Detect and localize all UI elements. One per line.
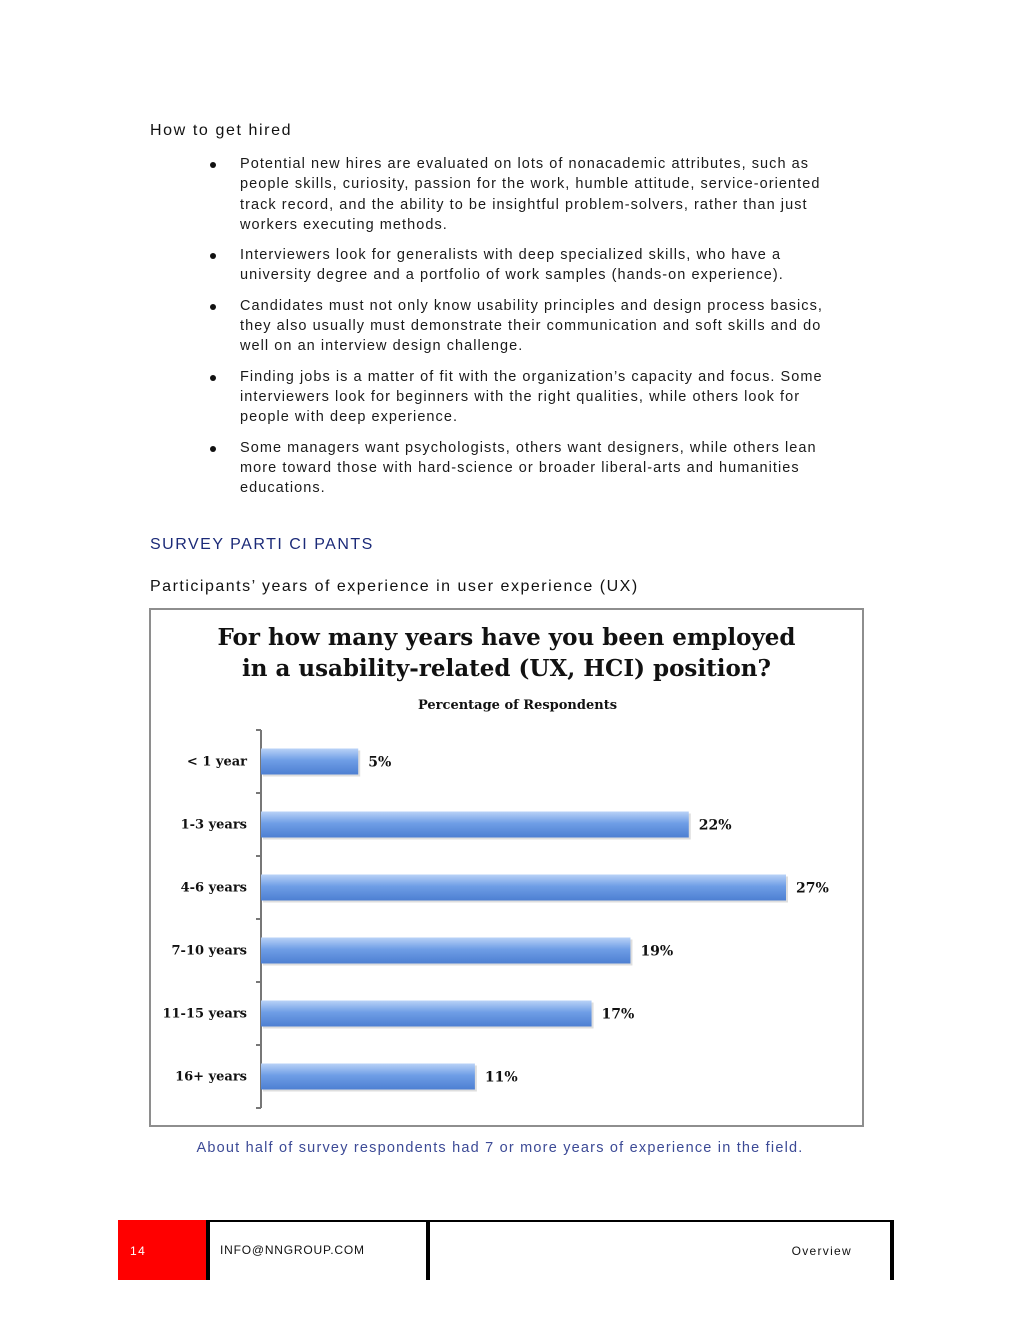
category-label: 16+ years bbox=[175, 1069, 247, 1085]
bullet-text: Some managers want psychologists, others want designers, while others lean more toward those with hard-science or broader liberal-arts and humanities educations. bbox=[240, 439, 817, 497]
bar bbox=[261, 875, 786, 901]
bullet-dot-icon bbox=[210, 375, 216, 381]
bullet-item bbox=[210, 245, 840, 286]
value-label: 19% bbox=[640, 943, 674, 960]
category-label: 11-15 years bbox=[162, 1006, 247, 1022]
footer-section-name: Overview bbox=[791, 1244, 852, 1258]
bullet-text: Candidates must not only know usability principles and design process basics, they also usually must demonstrate their communication and soft skills and do well on an interview design challenge. bbox=[240, 297, 823, 355]
bullet-item bbox=[210, 154, 840, 235]
value-label: 22% bbox=[698, 817, 732, 834]
page-number: 14 bbox=[130, 1244, 147, 1258]
bar bbox=[261, 1001, 592, 1027]
bar bbox=[261, 812, 689, 838]
category-label: 1-3 years bbox=[180, 817, 247, 833]
bar bbox=[261, 749, 358, 775]
chart-subtitle: Percentage of Respondents bbox=[417, 698, 618, 713]
bullet-dot-icon bbox=[210, 253, 216, 259]
footer-divider bbox=[890, 1220, 894, 1280]
value-label: 27% bbox=[796, 880, 829, 897]
footer-divider bbox=[426, 1220, 430, 1280]
bar-chart bbox=[151, 610, 862, 1125]
bullet-text: Potential new hires are evaluated on lots of nonacademic attributes, such as people skills, curiosity, passion for the work, humble attitude, service-oriented track record, and the ability to be insightful problem-solvers, rather than just workers executing methods. bbox=[240, 156, 821, 233]
bullet-item bbox=[210, 367, 840, 428]
value-label: 5% bbox=[368, 754, 392, 771]
bar bbox=[261, 1064, 475, 1090]
chart-caption: Participants’ years of experience in user experience (UX) bbox=[150, 578, 639, 595]
chart-title-line-2: in a usability-related (UX, HCI) position? bbox=[241, 655, 771, 682]
bullet-item bbox=[210, 296, 840, 357]
bullet-text: Interviewers look for generalists with deep specialized skills, who have a university degree and a portfolio of work samples (hands-on experience). bbox=[240, 247, 784, 284]
bullet-item bbox=[210, 438, 840, 499]
hiring-bullet-list bbox=[210, 154, 840, 508]
footer-rule bbox=[118, 1220, 894, 1222]
bullet-dot-icon bbox=[210, 446, 216, 452]
chart-frame bbox=[149, 608, 864, 1127]
bullet-text: Finding jobs is a matter of fit with the organization’s capacity and focus. Some interviewers look for beginners with the right qualities, while others look for people with deep experience. bbox=[240, 368, 823, 426]
category-label: 7-10 years bbox=[171, 943, 247, 959]
bullet-dot-icon bbox=[210, 304, 216, 310]
value-label: 11% bbox=[484, 1069, 518, 1086]
category-label: < 1 year bbox=[186, 754, 247, 770]
section-title-survey-participants: SURVEY PARTI CI PANTS bbox=[150, 536, 374, 553]
footer-divider bbox=[206, 1220, 210, 1280]
figure-caption: About half of survey respondents had 7 or more years of experience in the field. bbox=[196, 1140, 804, 1156]
section-heading-how-to-get-hired: How to get hired bbox=[150, 122, 293, 139]
chart-title-line-1: For how many years have you been employed bbox=[217, 624, 796, 651]
footer-email-link[interactable]: INFO@NNGROUP.COM bbox=[220, 1243, 365, 1257]
page-footer bbox=[118, 1220, 894, 1280]
bullet-dot-icon bbox=[210, 162, 216, 168]
category-label: 4-6 years bbox=[180, 880, 247, 896]
value-label: 17% bbox=[601, 1006, 635, 1023]
bar bbox=[261, 938, 630, 964]
